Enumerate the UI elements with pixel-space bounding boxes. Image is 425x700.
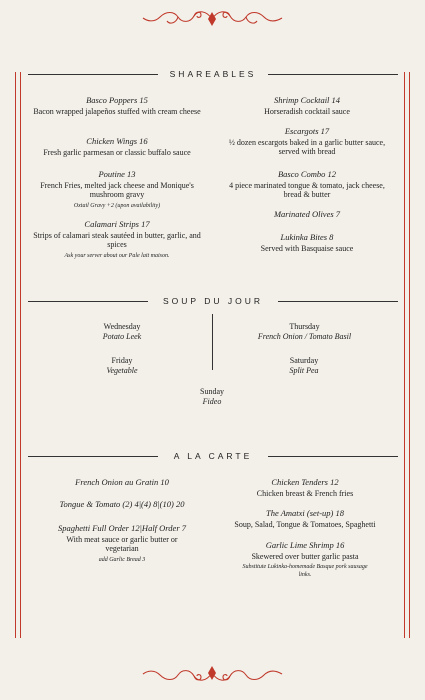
item-name: Poutine 13 bbox=[98, 169, 136, 179]
item-note: add Garlic Bread 3 bbox=[98, 556, 146, 563]
item-name: Garlic Lime Shrimp 16 bbox=[265, 540, 345, 550]
menu-item bbox=[27, 524, 217, 564]
menu-item bbox=[32, 96, 202, 116]
soup-day-label: Friday bbox=[111, 356, 133, 365]
carte-title: A LA CARTE bbox=[173, 451, 253, 461]
soup-name: Fideo bbox=[202, 397, 222, 406]
menu-item bbox=[32, 170, 202, 210]
soup-day-label: Saturday bbox=[289, 356, 319, 365]
menu-item bbox=[32, 137, 202, 157]
soup-day-label: Thursday bbox=[289, 322, 320, 331]
shareables-rule-left bbox=[28, 74, 158, 75]
soup-title: SOUP DU JOUR bbox=[162, 296, 264, 306]
soup-day-label: Sunday bbox=[200, 387, 224, 396]
item-desc: ½ dozen escargots baked in a garlic butter sauce, served with bread bbox=[228, 137, 386, 156]
item-desc: Soup, Salad, Tongue & Tomatoes, Spaghetti bbox=[234, 519, 376, 529]
item-name: French Onion au Gratin 10 bbox=[75, 477, 169, 487]
item-desc: Served with Basquaise sauce bbox=[260, 243, 354, 253]
item-desc: Strips of calamari steak sautéed in butter, garlic, and spices bbox=[33, 230, 201, 249]
item-desc: Horseradish cocktail sauce bbox=[264, 106, 350, 116]
soup-day bbox=[62, 322, 182, 342]
item-name: Tongue & Tomato (2) 4|(4) 8|(10) 20 bbox=[59, 499, 185, 509]
carte-rule-right bbox=[268, 456, 398, 457]
menu-item bbox=[222, 170, 392, 200]
shareables-title: SHAREABLES bbox=[169, 69, 257, 79]
item-desc: Skewered over butter garlic pasta bbox=[251, 551, 359, 561]
menu-item bbox=[27, 478, 217, 489]
item-name: Calamari Strips 17 bbox=[84, 219, 150, 229]
carte-rule-left bbox=[28, 456, 158, 457]
soup-rule-right bbox=[278, 301, 398, 302]
soup-day bbox=[152, 387, 272, 407]
item-note: Substitute Lukinka-homemade Basque pork sausage links. bbox=[242, 564, 368, 578]
item-desc: Bacon wrapped jalapeños stuffed with cream cheese bbox=[33, 106, 201, 116]
item-name: Marinated Olives 7 bbox=[273, 209, 341, 219]
menu-item bbox=[32, 220, 202, 260]
soup-day bbox=[232, 322, 377, 342]
shareables-rule-right bbox=[268, 74, 398, 75]
item-name: Escargots 17 bbox=[284, 126, 330, 136]
soup-day bbox=[62, 356, 182, 376]
item-desc: 4 piece marinated tongue & tomato, jack cheese, bread & butter bbox=[229, 180, 385, 199]
item-desc: Chicken breast & French fries bbox=[256, 488, 354, 498]
item-name: Chicken Tenders 12 bbox=[271, 477, 339, 487]
item-name: The Amatxi (set-up) 18 bbox=[266, 508, 344, 518]
item-desc: With meat sauce or garlic butter or vegetarian bbox=[66, 534, 178, 553]
item-desc: French Fries, melted jack cheese and Monique's mushroom gravy bbox=[40, 180, 194, 199]
item-desc: Fresh garlic parmesan or classic buffalo sauce bbox=[43, 147, 191, 157]
item-note: Oxtail Gravy +2 (upon availability) bbox=[73, 202, 161, 209]
menu-item bbox=[222, 127, 392, 157]
soup-rule-left bbox=[28, 301, 148, 302]
menu-item bbox=[220, 541, 390, 579]
menu-item bbox=[222, 96, 392, 116]
item-name: Spaghetti Full Order 12|Half Order 7 bbox=[57, 523, 187, 533]
flourish-ornament-icon bbox=[140, 6, 285, 32]
border-line-right-outer bbox=[409, 72, 410, 638]
item-name: Shrimp Cocktail 14 bbox=[273, 95, 341, 105]
menu-item bbox=[27, 500, 217, 511]
border-line-left-outer bbox=[15, 72, 16, 638]
item-name: Chicken Wings 16 bbox=[86, 136, 148, 146]
item-name: Basco Poppers 15 bbox=[86, 95, 148, 105]
soup-day-label: Wednesday bbox=[103, 322, 141, 331]
menu-item bbox=[222, 233, 392, 253]
flourish-ornament-bottom-icon bbox=[140, 660, 285, 686]
item-name: Basco Combo 12 bbox=[277, 169, 337, 179]
soup-day bbox=[244, 356, 364, 376]
soup-name: Vegetable bbox=[106, 366, 138, 375]
soup-name: Split Pea bbox=[289, 366, 319, 375]
menu-item bbox=[220, 478, 390, 498]
soup-divider bbox=[212, 314, 213, 370]
border-line-left-inner bbox=[20, 72, 21, 638]
menu-item bbox=[220, 509, 390, 529]
menu-item bbox=[222, 210, 392, 221]
soup-name: French Onion / Tomato Basil bbox=[257, 332, 352, 341]
border-line-right-inner bbox=[404, 72, 405, 638]
item-name: Lukinka Bites 8 bbox=[280, 232, 334, 242]
item-note: Ask your server about our Pale lait maison. bbox=[64, 252, 170, 259]
soup-name: Potato Leek bbox=[102, 332, 142, 341]
